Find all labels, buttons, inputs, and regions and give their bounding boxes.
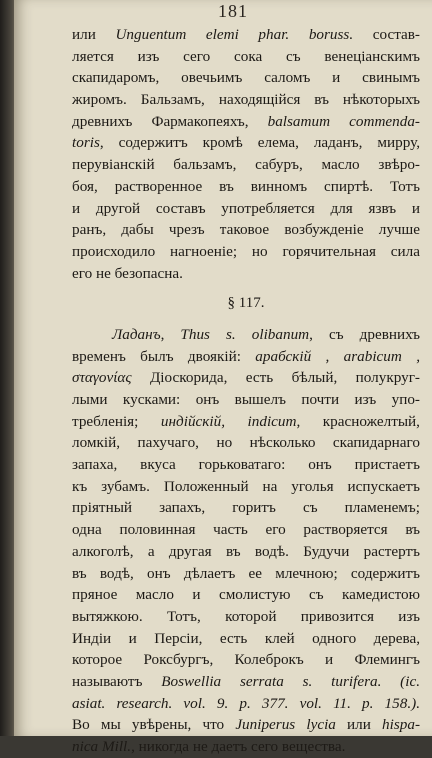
text-line (72, 89, 420, 111)
text-line (72, 628, 420, 650)
text-line (72, 519, 420, 541)
text-line (72, 671, 420, 693)
text-line (72, 24, 420, 46)
text-run: временъ былъ двоякій: (72, 347, 256, 365)
text-line (72, 476, 420, 498)
text-run: , съ древнихъ (309, 325, 420, 343)
text-line (72, 432, 420, 454)
text-line (72, 367, 420, 389)
text-line (72, 132, 420, 154)
text-run: и другой составъ употребляется для язвъ и (72, 199, 420, 217)
text-run: лыми кусками: онъ вышелъ почти изъ упо- (72, 391, 420, 408)
text-run: , содержитъ кромѣ елема, ладанъ, мирру, (99, 134, 420, 152)
text-run: Во мы увѣрены, что (72, 716, 236, 734)
text-run: боя, растворенное въ винномъ спиртѣ. Тотъ (72, 177, 420, 195)
italic-term: Ладанъ (112, 325, 161, 343)
text-run: Діоскорида, есть бѣлый, полукруг- (131, 369, 420, 387)
text-line (72, 389, 420, 411)
text-line (72, 67, 420, 89)
text-run: къ зубамъ. Положенный на уголья испускаетъ (72, 477, 420, 495)
text-line (72, 606, 420, 628)
text-line (72, 324, 420, 346)
italic-term: Unguentum elemi phar. boruss. (115, 26, 354, 43)
text-line (72, 497, 420, 519)
text-run: запаха, вкуса горьковатаго: онъ пристаетъ (72, 456, 420, 474)
paragraph-olibanum (72, 324, 420, 758)
text-line (72, 263, 420, 285)
text-line (72, 714, 420, 736)
text-run: , красножелтый, (296, 412, 420, 430)
text-line (72, 176, 420, 198)
paragraph-continued (72, 24, 420, 284)
text-line (72, 649, 420, 671)
text-run: пряное масло и смолистую съ камедистою (72, 586, 420, 604)
text-run: ранъ, дабы чрезъ таковое возбужденіе лучше (72, 221, 420, 239)
text-run: ляется изъ сего сока съ венеціанскимъ (72, 47, 420, 65)
section-heading: § 117. (227, 295, 265, 312)
text-run: скапидаромъ, овечьимъ саломъ и свинымъ (72, 69, 420, 87)
text-run: или (335, 716, 383, 734)
text-line (72, 584, 420, 606)
text-run: перувіанскій бальзамъ, сабуръ, масло звѣро- (72, 156, 420, 174)
text-line (72, 46, 420, 68)
text-run: его не безопасна. (72, 264, 183, 282)
text-run: , (160, 325, 181, 343)
text-run: вытяжкою. Тотъ, которой привозится изъ (72, 607, 420, 625)
text-run: одна половинная часть его растворяется въ (72, 521, 420, 539)
text-run: которое Роксбургъ, Колеброкъ и Флемингъ (72, 651, 420, 669)
text-line (72, 154, 420, 176)
italic-term: balsamum commenda- (267, 112, 420, 130)
text-run: , никогда не даетъ сего вещества. (131, 738, 346, 755)
text-line (72, 563, 420, 585)
italic-term: Juniperus lycia (235, 716, 336, 734)
page-text (72, 24, 420, 758)
italic-term: σταγονίας (72, 369, 132, 387)
text-line (72, 198, 420, 220)
text-line (72, 736, 420, 758)
text-line (72, 693, 420, 715)
text-line (72, 541, 420, 563)
text-run: состав- (353, 26, 420, 43)
book-page (14, 0, 432, 755)
text-run: требленія; (72, 412, 161, 430)
text-run: жиромъ. Бальзамъ, находящійся въ нѣкоторыхъ (72, 91, 420, 109)
text-run: древнихъ Фармакопеяхъ, (72, 112, 268, 130)
italic-term: hispa- (382, 716, 421, 734)
text-run: ломкій, пахучагo, но нѣсколько скапидарнаго (72, 434, 420, 452)
text-run: въ водѣ, онъ дѣлаетъ ее млечною; содержитъ (72, 564, 420, 582)
text-run: Индіи и Персіи, есть клей одного дерева, (72, 629, 420, 647)
italic-term: nica Mill. (72, 738, 132, 755)
text-line (72, 241, 420, 263)
text-line (72, 111, 420, 133)
text-run: алкоголѣ, а другая въ водѣ. Будучи растертъ (72, 542, 420, 560)
text-line (72, 346, 420, 368)
text-run: происходило нагноеніе; но горячительная сила (72, 242, 420, 260)
text-run: или (72, 26, 116, 43)
page-number: 181 (218, 1, 248, 21)
text-line (72, 219, 420, 241)
text-line (72, 454, 420, 476)
italic-term: Boswellia serrata s. turifera. (ic. (161, 672, 420, 690)
italic-term: Thus s. olibanum (180, 325, 310, 343)
italic-term: toris (72, 134, 100, 152)
text-run: называютъ (72, 672, 162, 690)
text-run: пріятный запахъ, горитъ съ пламенемъ; (72, 499, 420, 517)
italic-term: арабскій , arabicum , (255, 347, 421, 365)
italic-term: индійскій, indicum (160, 412, 297, 430)
text-line (72, 411, 420, 433)
italic-term: asiat. research. vol. 9. p. 377. vol. 11. p. 158.). (72, 694, 420, 712)
